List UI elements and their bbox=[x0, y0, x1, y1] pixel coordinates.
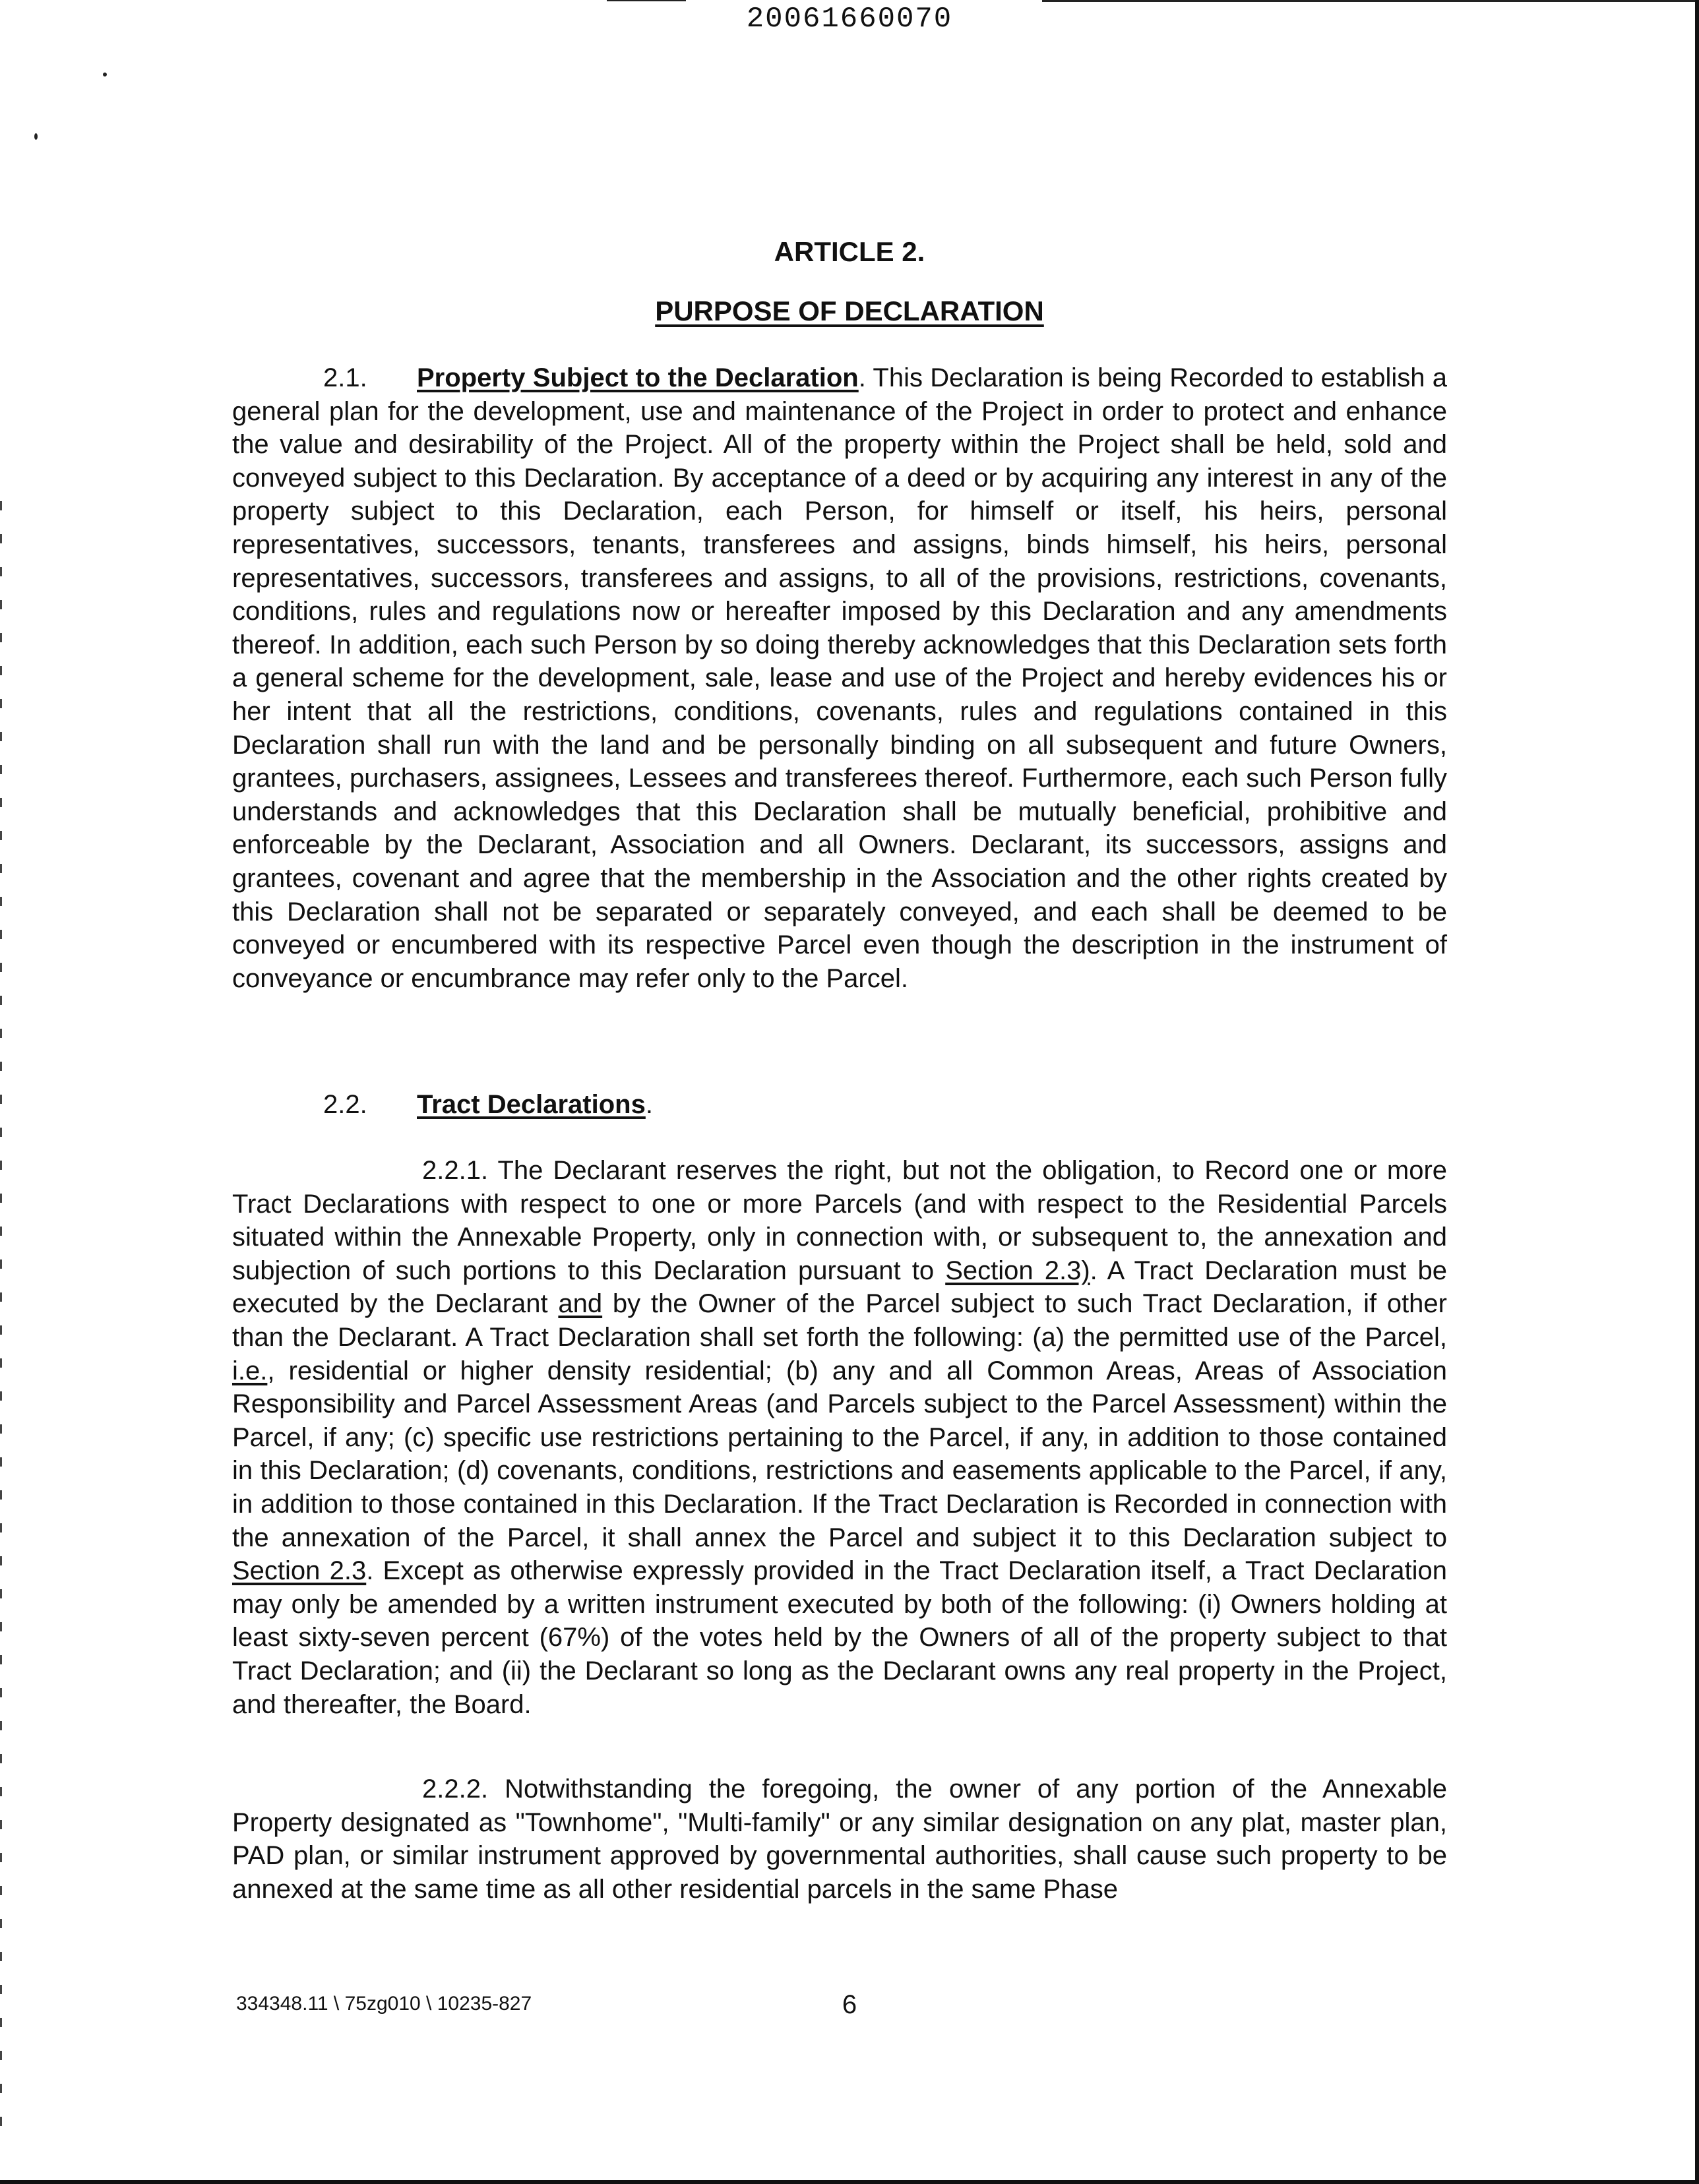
scan-speck bbox=[103, 73, 107, 76]
section-body: . This Declaration is being Recorded to establish a general plan for the development, use and maintenance of the Project in order to protect and enhance the value and desirability of the Project. All of the property within the Project shall be held, sold and conveyed subject to this Declaration. By acceptance of a deed or by acquiring any interest in any of the property subject to this Declaration, each Person, for himself or itself, his heirs, personal representatives, successors, tenants, transferees and assigns, binds himself, his heirs, personal representatives, successors, transferees and assigns, to all of the provisions, restrictions, covenants, conditions, rules and regulations now or hereafter imposed by this Declaration and any amendments thereof. In addition, each such Person by so doing thereby acknowledges that this Declaration sets forth a general scheme for the development, sale, lease and use of the Project and hereby evidences his or her intent that all the restrictions, conditions, covenants, rules and regulations contained in this Declaration shall run with the land and be personally binding on all subsequent and future Owners, grantees, purchasers, assignees, Lessees and transferees thereof. Furthermore, each such Person fully understands and acknowledges that this Declaration shall be mutually beneficial, prohibitive and enforceable by the Declarant, Association and all Owners. Declarant, its successors, assigns and grantees, covenant and agree that the membership in the Association and the other rights created by this Declaration shall not be separated or separately conveyed, and each shall be deemed to be conveyed or encumbered with its respective Parcel even though the description in the instrument of conveyance or encumbrance may refer only to the Parcel. bbox=[232, 363, 1447, 993]
section-number: 2.1. bbox=[323, 363, 367, 392]
section-title-period: . bbox=[645, 1090, 653, 1119]
scan-edge-bottom bbox=[0, 2180, 1699, 2184]
body-text: by the Owner of the Parcel subject to such Tract Declaration, if other than the Declarant. A Tract Declaration shall set forth the following: (a) the permitted use of the Parcel, bbox=[232, 1289, 1447, 1352]
body-text: . Except as otherwise expressly provided in the Tract Declaration itself, a Tract Declaration may only be amended by a written instrument executed by both of the following: (i) Owners holding at least sixty-seven percent (67%) of the votes held by the Owners of all of the property subject to that Tract Declaration; and (ii) the Declarant so long as the Declarant owns any real property in the Project, and thereafter, the Board. bbox=[232, 1556, 1447, 1719]
section-number: 2.2. bbox=[323, 1090, 367, 1119]
section-title: Property Subject to the Declaration bbox=[417, 363, 859, 392]
scan-edge-right bbox=[1695, 0, 1699, 2184]
section-title: Tract Declarations bbox=[417, 1090, 646, 1119]
section-2-2-2 bbox=[232, 1773, 1447, 1906]
section-2-2-1 bbox=[232, 1154, 1447, 1721]
subsection-number: 2.2.1. bbox=[422, 1156, 489, 1185]
scan-speck bbox=[34, 133, 38, 140]
document-number: 20061660070 bbox=[746, 3, 953, 36]
page-number: 6 bbox=[842, 1990, 857, 2019]
section-2-1 bbox=[232, 361, 1447, 995]
emphasis-ie: i.e. bbox=[232, 1356, 268, 1385]
body-text: Notwithstanding the foregoing, the owner of any portion of the Annexable Property designated as "Townhome", "Multi-family" or any similar designation on any plat, master plan, PAD plan, or similar instrument approved by governmental authorities, shall cause such property to be annexed at the same time as all other residential parcels in the same Phase bbox=[232, 1774, 1447, 1904]
scan-rule-top-left bbox=[607, 0, 686, 1]
footer-document-code: 334348.11 \ 75zg010 \ 10235-827 bbox=[236, 1993, 532, 2015]
scan-left-edge-marks bbox=[0, 501, 2, 2137]
subsection-number: 2.2.2. bbox=[422, 1774, 489, 1804]
section-2-2-heading bbox=[232, 1088, 1447, 1122]
emphasis-and: and bbox=[558, 1289, 603, 1319]
scan-rule-top-right bbox=[1042, 0, 1695, 2]
section-reference: Section 2.3) bbox=[945, 1256, 1090, 1285]
body-text: . A Tract Declaration must be executed by the Declarant bbox=[232, 1256, 1447, 1319]
body-text: The Declarant reserves the right, but not the obligation, to Record one or more Tract Declarations with respect to one or more Parcels (and with respect to the Residential Parcels situated within the Annexable Property, only in connection with, or subsequent to, the annexation and subjection of such portions to this Declaration pursuant to bbox=[232, 1156, 1448, 1285]
article-heading: ARTICLE 2. bbox=[774, 236, 925, 267]
body-text: , residential or higher density residential; (b) any and all Common Areas, Areas of Association Responsibility and Parcel Assessment Areas (and Parcels subject to the Parcel Assessment) within the Parcel, if any; (c) specific use restrictions pertaining to the Parcel, if any, in addition to those contained in this Declaration; (d) covenants, conditions, restrictions and easements applicable to the Parcel, if any, in addition to those contained in this Declaration. If the Tract Declaration is Recorded in connection with the annexation of the Parcel, it shall annex the Parcel and subject it to this Declaration subject to bbox=[232, 1356, 1447, 1552]
section-reference: Section 2.3 bbox=[232, 1556, 367, 1586]
article-title: PURPOSE OF DECLARATION bbox=[655, 295, 1044, 326]
